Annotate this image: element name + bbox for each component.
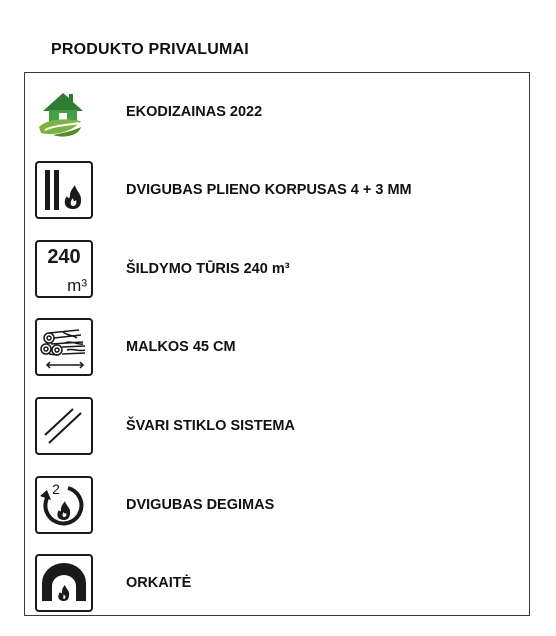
feature-row-firewood (25, 308, 529, 386)
feature-label-ecodesign: EKODIZAINAS 2022 (126, 104, 263, 120)
feature-row-ecodesign (25, 73, 529, 151)
feature-label-heating-volume: ŠILDYMO TŪRIS 240 m³ (126, 261, 290, 277)
feature-row-steel-body (25, 151, 529, 229)
feature-label-double-combustion: DVIGUBAS DEGIMAS (126, 497, 275, 513)
heating-volume-unit: m³ (67, 276, 87, 295)
feature-row-double-combustion (25, 466, 529, 544)
firewood-length-icon (35, 318, 93, 376)
section-title: PRODUKTO PRIVALUMAI (51, 41, 249, 58)
clean-glass-icon (35, 397, 93, 455)
feature-label-oven: ORKAITĖ (126, 575, 192, 591)
oven-icon (35, 554, 93, 612)
feature-label-firewood: MALKOS 45 CM (126, 339, 236, 355)
feature-label-steel-body: DVIGUBAS PLIENO KORPUSAS 4 + 3 MM (126, 182, 412, 198)
eco-house-icon (35, 83, 93, 141)
features-panel (24, 72, 530, 616)
feature-row-clean-glass (25, 387, 529, 465)
double-combustion-icon (35, 476, 93, 534)
heating-volume-icon (35, 240, 93, 298)
feature-row-heating-volume (25, 230, 529, 308)
heating-volume-value: 240 (47, 246, 81, 268)
double-combustion-number: 2 (52, 481, 60, 497)
feature-row-oven (25, 544, 529, 622)
double-steel-flame-icon (35, 161, 93, 219)
feature-label-clean-glass: ŠVARI STIKLO SISTEMA (126, 418, 295, 434)
